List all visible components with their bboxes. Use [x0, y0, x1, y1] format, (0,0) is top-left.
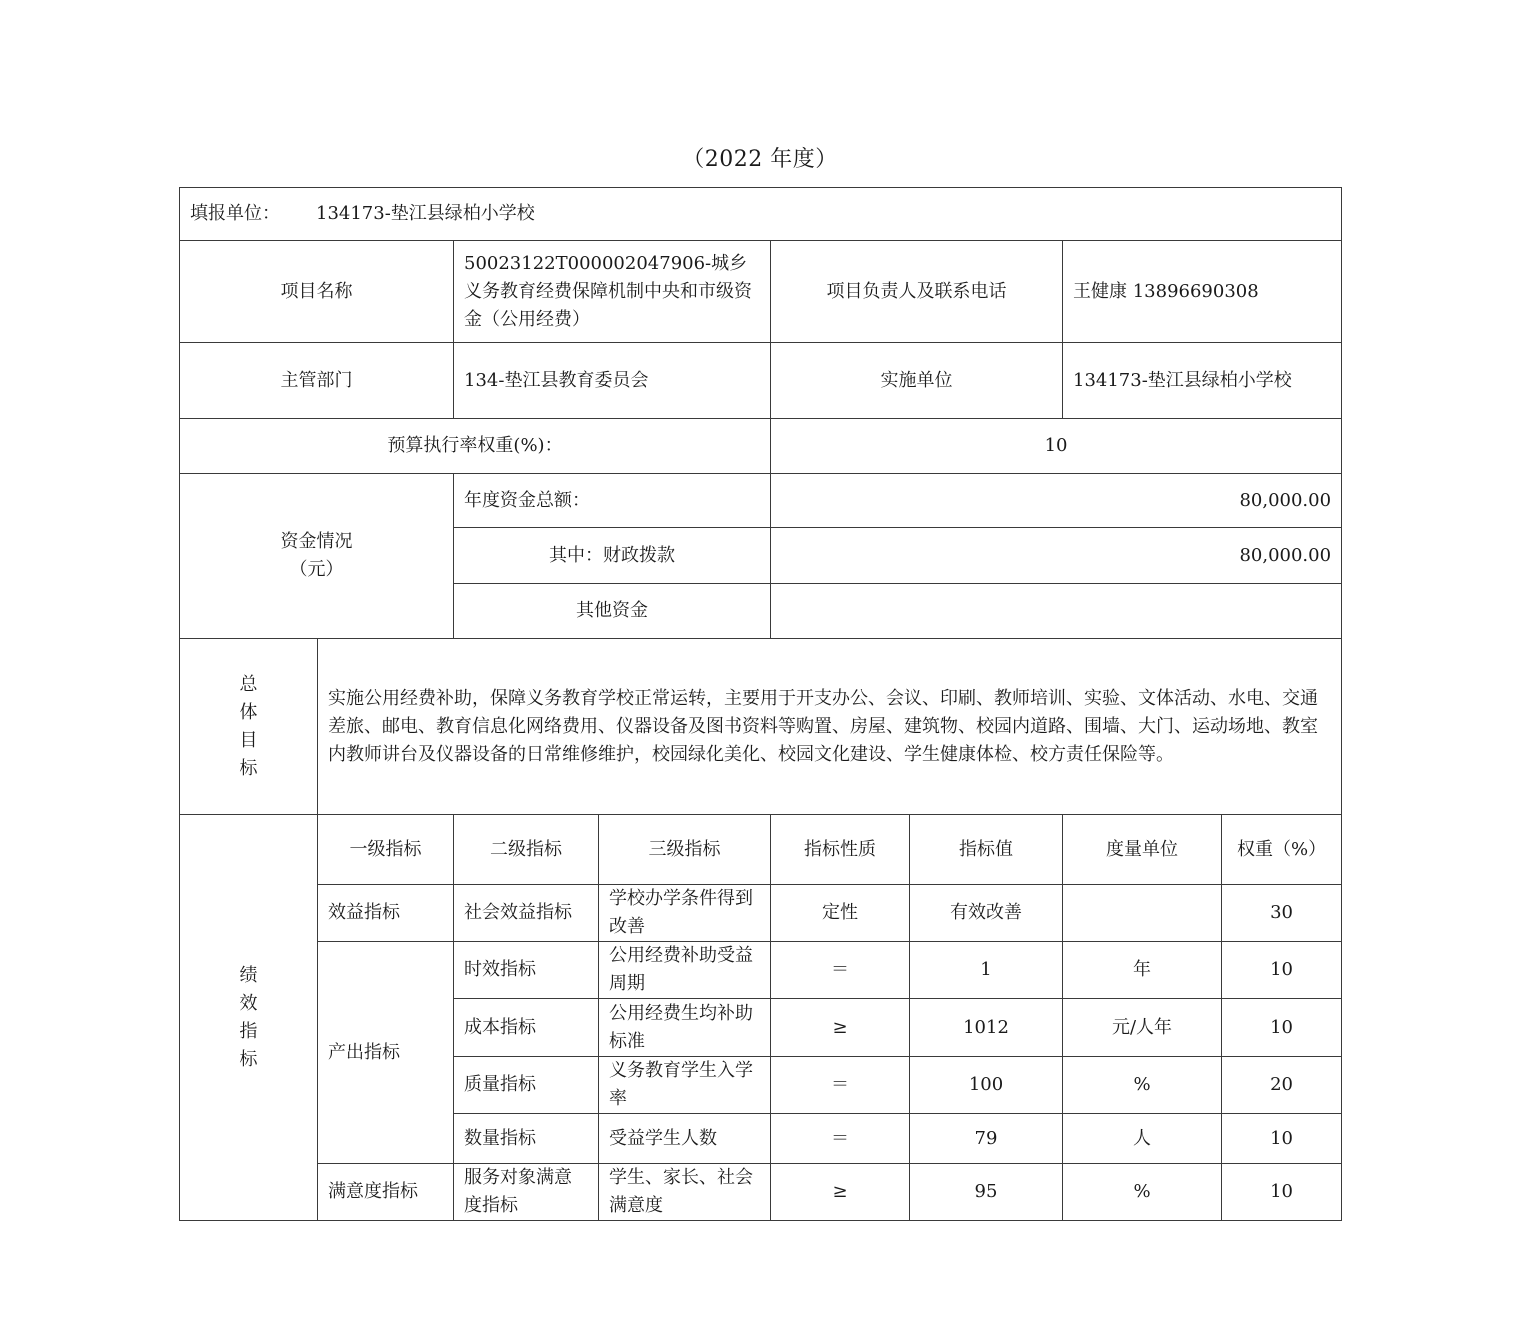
funds-label [180, 474, 454, 639]
indicator-level2: 质量指标 [454, 1057, 599, 1114]
indicator-weight: 10 [1222, 1114, 1342, 1164]
indicator-level3: 受益学生人数 [599, 1114, 771, 1164]
indicator-value: 79 [910, 1114, 1063, 1164]
goal-label-char: 目 [239, 729, 258, 751]
funds-total-row [180, 474, 1342, 528]
performance-form-table [179, 187, 1342, 1221]
table-row [180, 1164, 1342, 1221]
indicator-weight: 20 [1222, 1057, 1342, 1114]
funds-total-value: 80,000.00 [771, 474, 1342, 528]
header-unit: 度量单位 [1063, 815, 1222, 885]
indicator-level1: 效益指标 [318, 885, 454, 942]
indicator-level1: 满意度指标 [318, 1164, 454, 1221]
indicator-weight: 10 [1222, 1164, 1342, 1221]
indicator-level3: 公用经费补助受益周期 [599, 942, 771, 999]
budget-weight-label: 预算执行率权重(%)： [180, 419, 771, 474]
indicator-label-char: 效 [239, 992, 258, 1014]
header-level1: 一级指标 [318, 815, 454, 885]
department-value: 134-垫江县教育委员会 [454, 343, 771, 419]
funds-total-label: 年度资金总额： [454, 474, 771, 528]
funds-label-line2: （元） [289, 559, 344, 580]
indicator-level3: 义务教育学生入学率 [599, 1057, 771, 1114]
indicator-value: 1 [910, 942, 1063, 999]
reporting-unit-cell [180, 188, 1342, 241]
funds-other-label: 其他资金 [454, 584, 771, 639]
header-weight: 权重（%） [1222, 815, 1342, 885]
funds-fiscal-value: 80,000.00 [771, 528, 1342, 584]
implementing-unit-label: 实施单位 [771, 343, 1063, 419]
indicator-nature: ≥ [771, 1164, 910, 1221]
indicator-header-row [180, 815, 1342, 885]
project-leader-value: 王健康 13896690308 [1063, 241, 1342, 343]
budget-weight-value: 10 [771, 419, 1342, 474]
project-leader-label: 项目负责人及联系电话 [771, 241, 1063, 343]
indicator-level3: 学校办学条件得到改善 [599, 885, 771, 942]
indicator-level3: 公用经费生均补助标准 [599, 999, 771, 1057]
department-row [180, 343, 1342, 419]
table-row [180, 942, 1342, 999]
implementing-unit-value: 134173-垫江县绿柏小学校 [1063, 343, 1342, 419]
indicator-level2: 时效指标 [454, 942, 599, 999]
indicator-level1: 产出指标 [318, 942, 454, 1164]
reporting-unit-label: 填报单位： [190, 203, 280, 224]
indicator-nature: ＝ [771, 942, 910, 999]
indicator-unit [1063, 885, 1222, 942]
indicator-label-char: 标 [239, 1048, 258, 1070]
indicator-unit: 年 [1063, 942, 1222, 999]
indicator-unit: % [1063, 1057, 1222, 1114]
indicator-unit: 元/人年 [1063, 999, 1222, 1057]
indicator-level2: 服务对象满意度指标 [454, 1164, 599, 1221]
reporting-unit-value: 134173-垫江县绿柏小学校 [316, 203, 535, 224]
goal-label-char: 标 [239, 757, 258, 779]
indicator-unit: % [1063, 1164, 1222, 1221]
indicator-weight: 30 [1222, 885, 1342, 942]
indicator-level2: 数量指标 [454, 1114, 599, 1164]
indicator-nature: ≥ [771, 999, 910, 1057]
overall-goal-row [180, 639, 1342, 815]
indicator-unit: 人 [1063, 1114, 1222, 1164]
department-label: 主管部门 [180, 343, 454, 419]
indicator-value: 100 [910, 1057, 1063, 1114]
indicator-value: 1012 [910, 999, 1063, 1057]
header-level3: 三级指标 [599, 815, 771, 885]
funds-label-line1: 资金情况 [280, 531, 353, 552]
overall-goal-label [180, 639, 318, 815]
funds-other-value [771, 584, 1342, 639]
indicator-label-char: 指 [239, 1020, 258, 1042]
performance-indicator-label [180, 815, 318, 1221]
budget-weight-row [180, 419, 1342, 474]
indicator-value: 95 [910, 1164, 1063, 1221]
reporting-unit-row [180, 188, 1342, 241]
page-title: （2022 年度） [682, 147, 838, 172]
indicator-level2: 社会效益指标 [454, 885, 599, 942]
indicator-nature: ＝ [771, 1114, 910, 1164]
project-name-label: 项目名称 [180, 241, 454, 343]
header-value: 指标值 [910, 815, 1063, 885]
funds-fiscal-label: 其中：财政拨款 [454, 528, 771, 584]
header-nature: 指标性质 [771, 815, 910, 885]
overall-goal-text: 实施公用经费补助，保障义务教育学校正常运转，主要用于开支办公、会议、印刷、教师培训、实验、文体活动、水电、交通差旅、邮电、教育信息化网络费用、仪器设备及图书资料等购置、房屋、建筑物、校园内道路、围墙、大门、运动场地、教室内教师讲台及仪器设备的日常维修维护，校园绿化美化、校园文化建设、学生健康体检、校方责任保险等。 [318, 639, 1342, 815]
header-level2: 二级指标 [454, 815, 599, 885]
indicator-level3: 学生、家长、社会满意度 [599, 1164, 771, 1221]
indicator-nature: ＝ [771, 1057, 910, 1114]
goal-label-char: 体 [239, 701, 258, 723]
indicator-nature: 定性 [771, 885, 910, 942]
indicator-label-char: 绩 [239, 964, 258, 986]
indicator-weight: 10 [1222, 942, 1342, 999]
project-row [180, 241, 1342, 343]
indicator-level2: 成本指标 [454, 999, 599, 1057]
table-row [180, 885, 1342, 942]
goal-label-char: 总 [239, 673, 258, 695]
project-name-value: 50023122T000002047906-城乡义务教育经费保障机制中央和市级资金（公用经费） [454, 241, 771, 343]
indicator-value: 有效改善 [910, 885, 1063, 942]
indicator-weight: 10 [1222, 999, 1342, 1057]
